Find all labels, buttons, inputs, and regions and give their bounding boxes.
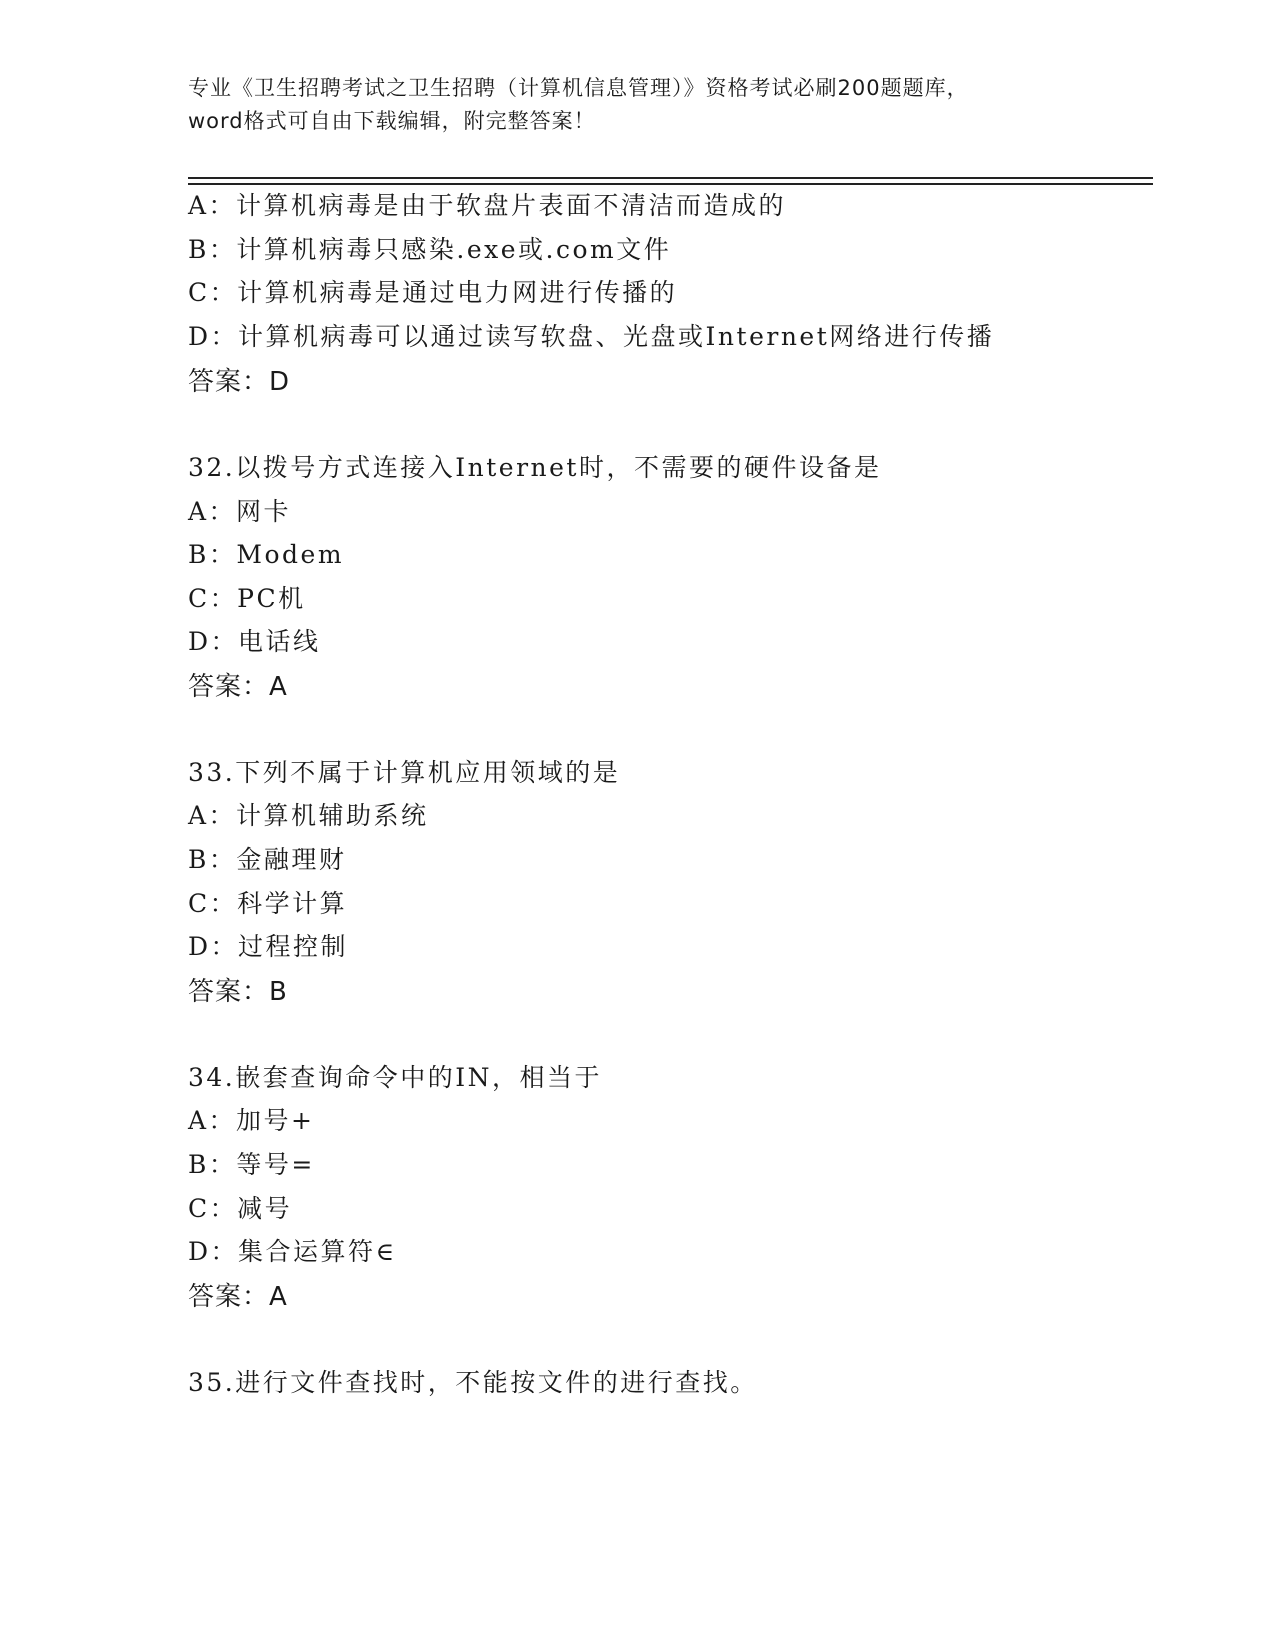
q32-option-b: B：Modem [188,540,345,569]
q32-option-d: D：电话线 [188,627,321,656]
header-divider-top [188,177,1153,179]
q31-option-c: C：计算机病毒是通过电力网进行传播的 [188,278,678,307]
q33-option-b: B：金融理财 [188,845,347,874]
header-divider-bottom [188,183,1153,185]
q34-option-c: C：减号 [188,1194,293,1223]
q34-option-a: A：加号+ [188,1106,315,1135]
q31-option-d: D：计算机病毒可以通过读写软盘、光盘或Internet网络进行传播 [188,322,995,351]
q34-option-b: B：等号= [188,1150,315,1179]
q34-answer: 答案：A [188,1282,288,1312]
document-header [188,72,1088,138]
q34-question-text: 34.嵌套查询命令中的IN，相当于 [188,1063,603,1092]
q33-option-c: C：科学计算 [188,889,348,918]
header-title-line-1: 专业《卫生招聘考试之卫生招聘（计算机信息管理）》资格考试必刷200题题库， [188,76,969,100]
q33-question-text: 33.下列不属于计算机应用领域的是 [188,758,621,787]
q31-option-b: B：计算机病毒只感染.exe或.com文件 [188,235,672,264]
q32-option-c: C：PC机 [188,584,306,613]
q31-answer: 答案：D [188,367,291,397]
q32-answer: 答案：A [188,672,288,702]
q31-option-a: A：计算机病毒是由于软盘片表面不清洁而造成的 [188,191,787,220]
q32-option-a: A：网卡 [188,497,292,526]
q33-answer: 答案：B [188,977,288,1007]
q33-option-d: D：过程控制 [188,932,349,961]
q35-question-text: 35.进行文件查找时，不能按文件的进行查找。 [188,1368,758,1397]
q34-option-d: D：集合运算符∈ [188,1237,397,1266]
q32-question-text: 32.以拨号方式连接入Internet时，不需要的硬件设备是 [188,453,882,482]
header-title-line-2: word格式可自由下载编辑，附完整答案！ [188,109,596,133]
q33-option-a: A：计算机辅助系统 [188,801,429,830]
